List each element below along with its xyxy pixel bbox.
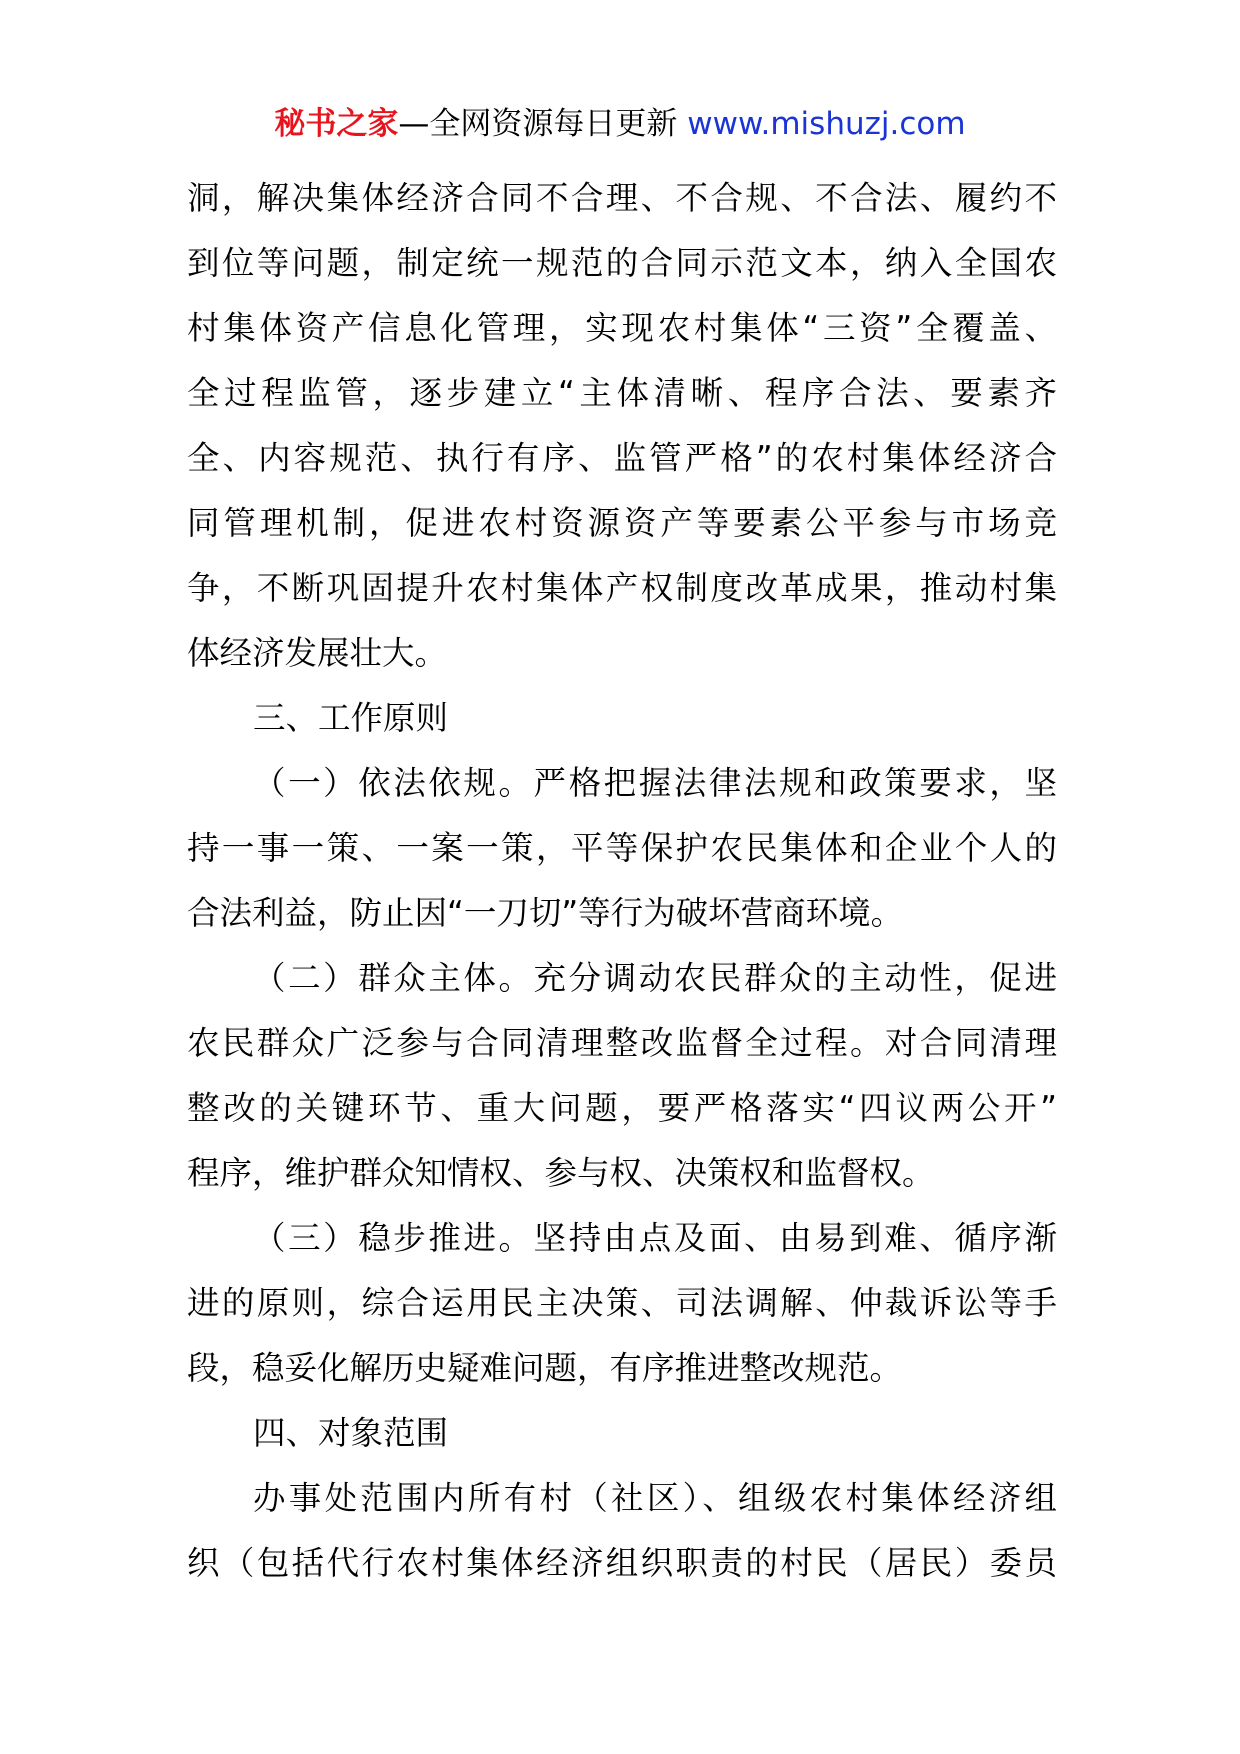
section-heading-principles: 三、工作原则 <box>253 699 449 737</box>
header-url-link[interactable]: www.mishuzj.com <box>687 106 966 142</box>
text-line: 程序，维护群众知情权、参与权、决策权和监督权。 <box>187 1154 935 1192</box>
text-line: （一）依法依规。严格把握法律法规和政策要求，坚 <box>253 764 1057 802</box>
text-line: 体经济发展壮大。 <box>187 634 448 672</box>
text-line: 段，稳妥化解历史疑难问题，有序推进整改规范。 <box>187 1349 903 1387</box>
text-line: 争，不断巩固提升农村集体产权制度改革成果，推动村集 <box>187 569 1057 607</box>
section-heading-scope: 四、对象范围 <box>253 1414 449 1452</box>
text-line: 同管理机制，促进农村资源资产等要素公平参与市场竞 <box>187 504 1057 542</box>
text-line: 全过程监管，逐步建立“主体清晰、程序合法、要素齐 <box>187 374 1057 412</box>
header-brand: 秘书之家 <box>274 106 399 142</box>
page-header <box>0 102 1240 146</box>
text-line: 织（包括代行农村集体经济组织职责的村民（居民）委员 <box>187 1544 1057 1582</box>
text-line: 村集体资产信息化管理，实现农村集体“三资”全覆盖、 <box>187 309 1057 347</box>
text-line: 持一事一策、一案一策，平等保护农民集体和企业个人的 <box>187 829 1057 867</box>
text-line: （二）群众主体。充分调动农民群众的主动性，促进 <box>253 959 1057 997</box>
text-line: 农民群众广泛参与合同清理整改监督全过程。对合同清理 <box>187 1024 1057 1062</box>
text-line: 整改的关键环节、重大问题，要严格落实“四议两公开” <box>187 1089 1057 1127</box>
text-line: 进的原则，综合运用民主决策、司法调解、仲裁诉讼等手 <box>187 1284 1057 1322</box>
header-tagline: —全网资源每日更新 <box>398 106 678 142</box>
text-line: 洞，解决集体经济合同不合理、不合规、不合法、履约不 <box>187 179 1057 217</box>
text-line: 办事处范围内所有村（社区）、组级农村集体经济组 <box>253 1479 1057 1517</box>
document-body <box>187 166 1057 1596</box>
text-line: （三）稳步推进。坚持由点及面、由易到难、循序渐 <box>253 1219 1057 1257</box>
text-line: 全、内容规范、执行有序、监管严格”的农村集体经济合 <box>187 439 1057 477</box>
text-line: 到位等问题，制定统一规范的合同示范文本，纳入全国农 <box>187 244 1057 282</box>
text-line: 合法利益，防止因“一刀切”等行为破坏营商环境。 <box>187 894 904 932</box>
